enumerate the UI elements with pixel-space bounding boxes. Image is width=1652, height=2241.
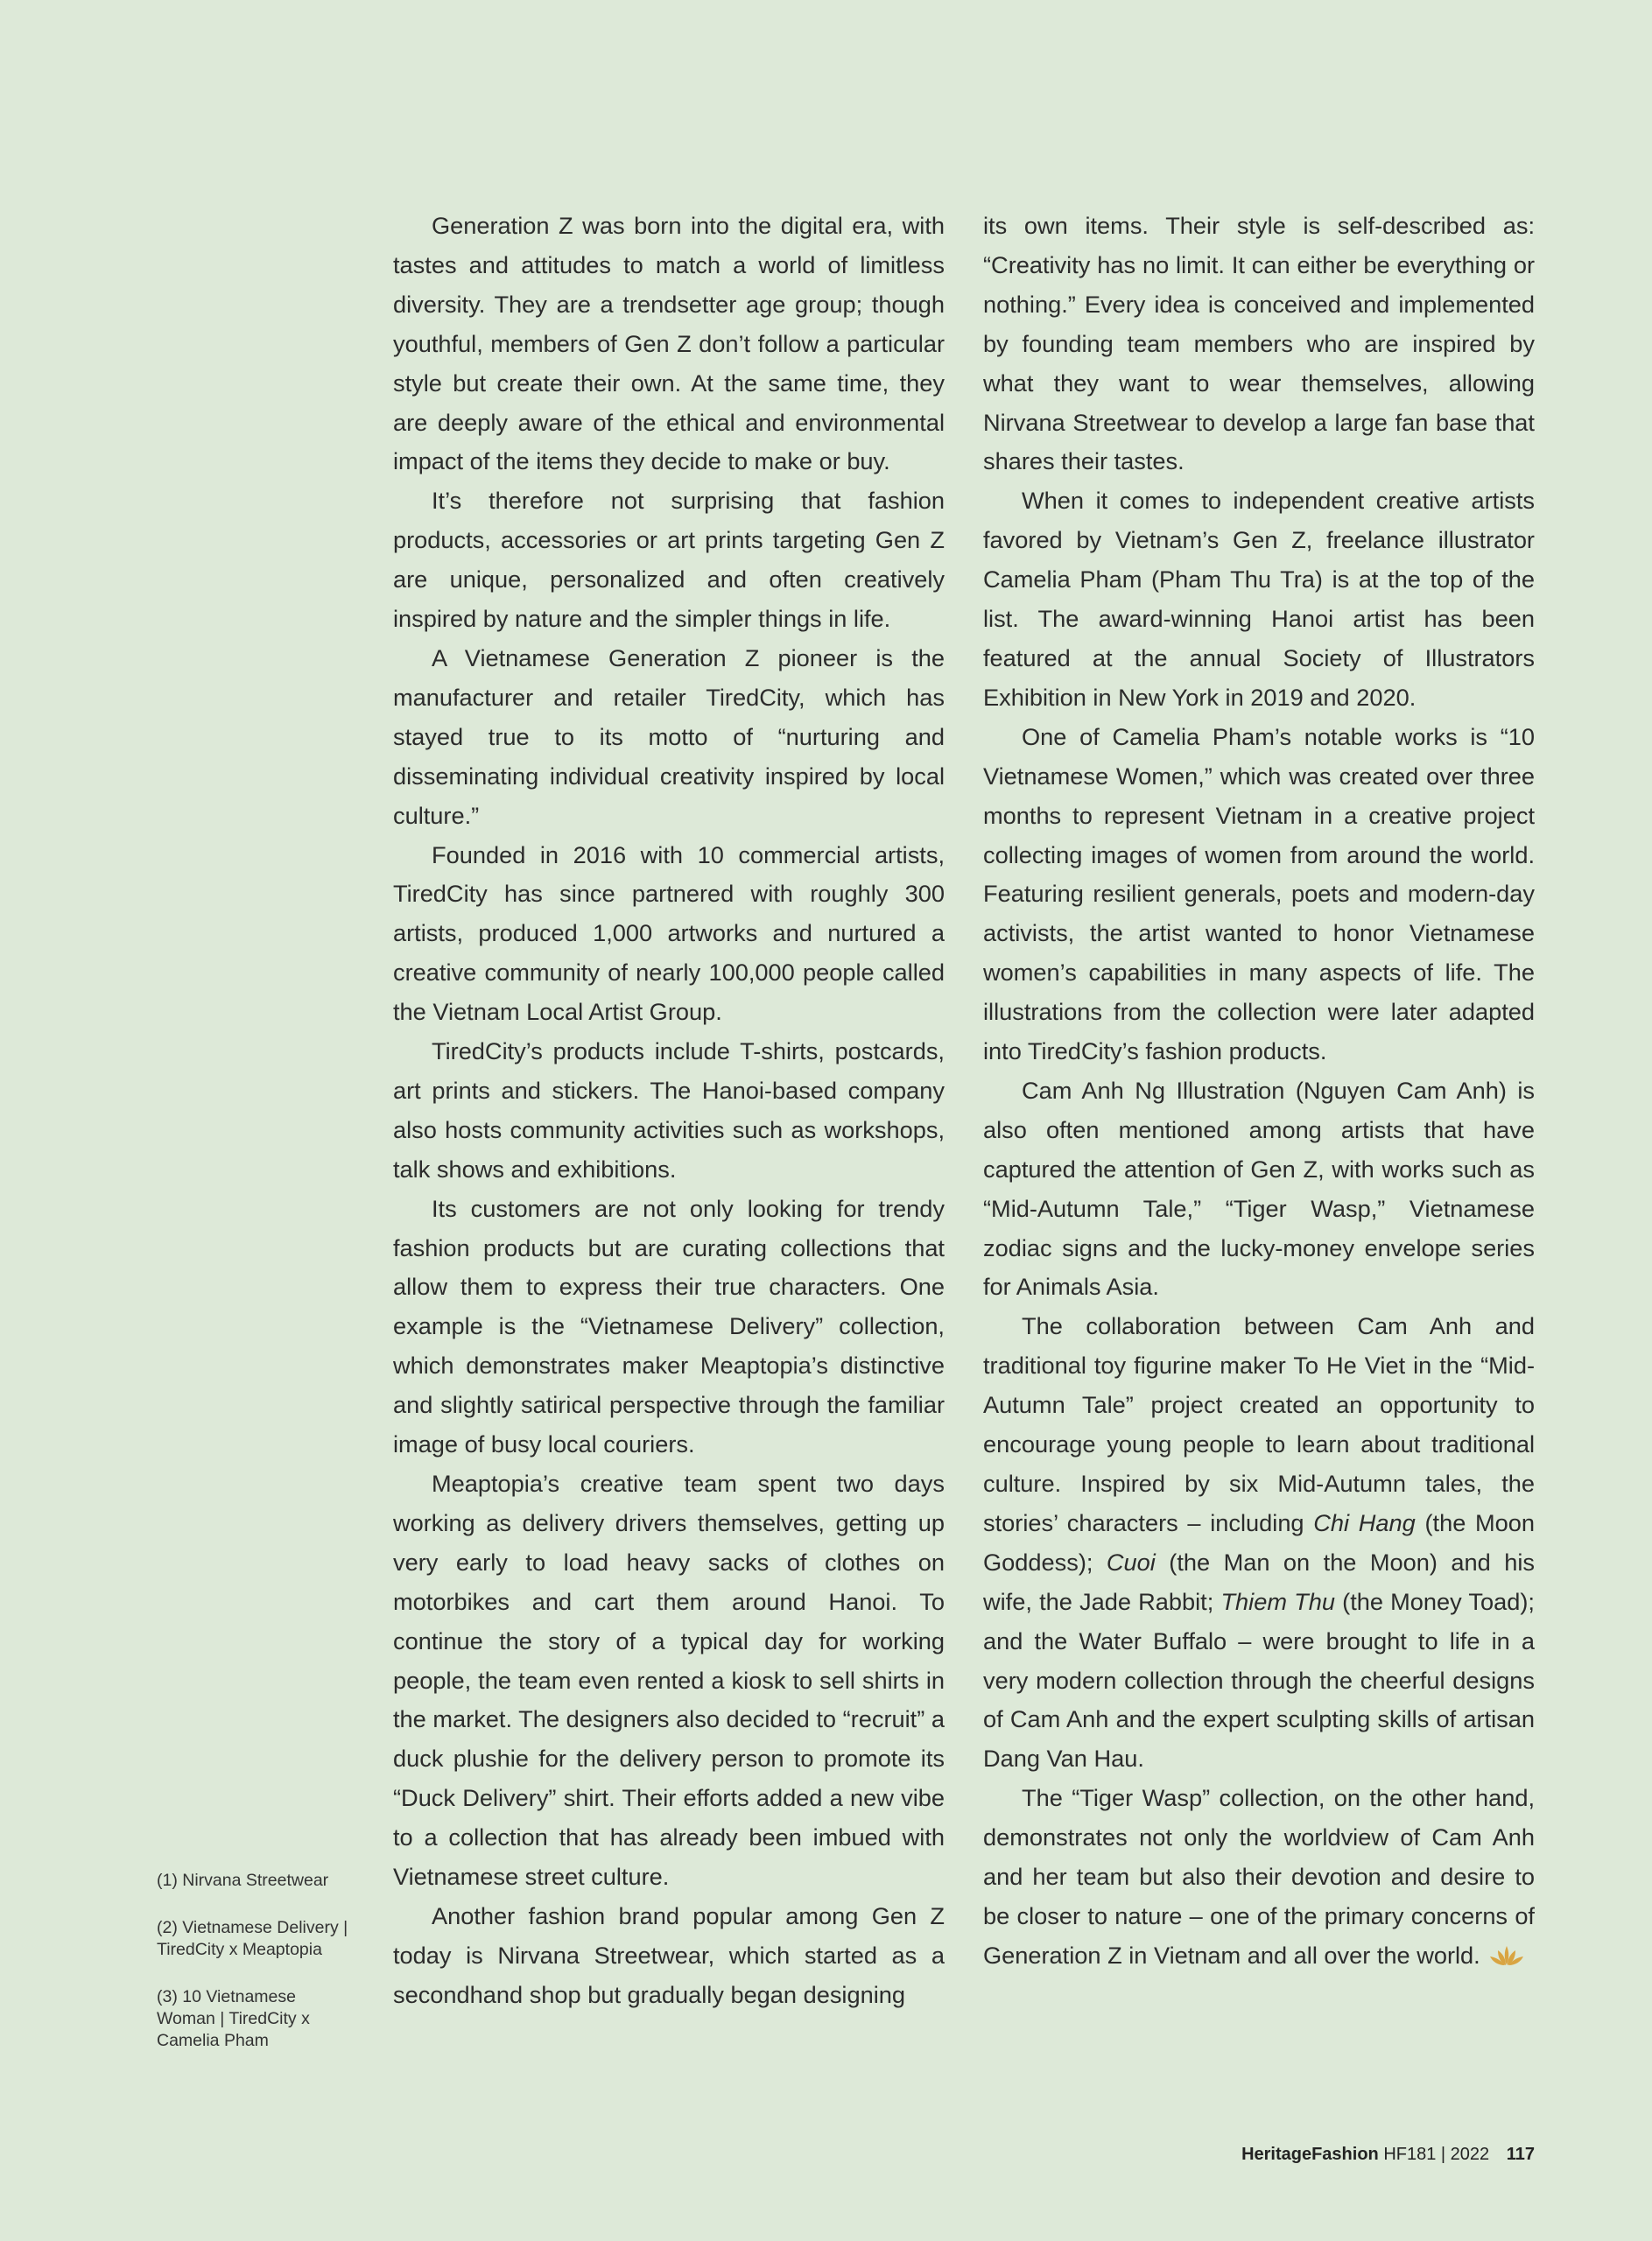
page-number: 117 [1506, 2145, 1535, 2164]
italic-name: Cuoi [1106, 1548, 1156, 1576]
paragraph: A Vietnamese Generation Z pioneer is the manufacturer and retailer TiredCity, which has stayed true to its motto of “nurturing and disseminating individual creativity inspired by local culture.” [393, 643, 945, 829]
text-run: (the Moon Goddess); [983, 1508, 1536, 1576]
paragraph: Generation Z was born into the digital era, with tastes and attitudes to match a world of limitless diversity. They are a trendsetter age group; though youthful, members of Gen Z don’t follow a particular style but create their own. At the same time, they are deeply aware of the ethical and environmental impact of the items they decide to make or buy. [393, 212, 945, 475]
caption: (1) Nirvana Streetwear [157, 1871, 329, 1890]
italic-name: Thiem Thu [1220, 1587, 1335, 1615]
text-run: (the Money Toad); and the Water Buffalo – were brought to life in a very modern collection through the cheerful designs of Cam Anh and the expert sculpting skills of artisan Dang Van Hau. [983, 1587, 1535, 1773]
italic-name: Chi Hang [1313, 1508, 1416, 1536]
article-left-column [393, 207, 945, 2015]
lotus-icon [1487, 1944, 1526, 1967]
magazine-brand: HeritageFashion [1241, 2145, 1379, 2164]
paragraph-collaboration [983, 1307, 1535, 1779]
paragraph-continuation: its own items. Their style is self-described as: “Creativity has no limit. It can either be everything or nothing.” Every idea is conceived and implemented by founding team members who are inspired by what they want to wear themselves, allowing Nirvana Streetwear to develop a large fan base that shares their tastes. [983, 212, 1535, 475]
text-run: (the Man on the Moon) and his wife, the Jade Rabbit; [983, 1548, 1535, 1615]
image-captions [157, 1870, 358, 2077]
paragraph: Its customers are not only looking for trendy fashion products but are curating collections that allow them to express their true characters. One example is the “Vietnamese Delivery” collection, which demonstrates maker Meaptopia’s distinctive and slightly satirical perspective through the familiar image of busy local couriers. [393, 1194, 945, 1458]
caption: (2) Vietnamese Delivery | TiredCity x Meaptopia [157, 1918, 348, 1959]
paragraph: Another fashion brand popular among Gen Z today is Nirvana Streetwear, which started as a secondhand shop but gradually began designing [393, 1901, 945, 2008]
paragraph: One of Camelia Pham’s notable works is “10 Vietnamese Women,” which was created over three months to represent Vietnam in a creative project collecting images of women from around the world. Featuring resilient generals, poets and modern-day activists, the artist wanted to honor Vietnamese women’s capabilities in many aspects of life. The illustrations from the collection were later adapted into TiredCity’s fashion products. [983, 722, 1535, 1065]
paragraph: Cam Anh Ng Illustration (Nguyen Cam Anh) is also often mentioned among artists that have captured the attention of Gen Z, with works such as “Mid-Autumn Tale,” “Tiger Wasp,” Vietnamese zodiac signs and the lucky-money envelope series for Animals Asia. [983, 1076, 1535, 1301]
paragraph-final [983, 1779, 1535, 1976]
text-run: The “Tiger Wasp” collection, on the other hand, demonstrates not only the worldview of Cam Anh and her team but also their devotion and desire to be closer to nature – one of the primary concerns of Generation Z in Vietnam and all over the world. [983, 1784, 1535, 1969]
issue-info: HF181 | 2022 [1383, 2145, 1490, 2164]
caption: (3) 10 Vietnamese Woman | TiredCity x Camelia Pham [157, 1987, 310, 2050]
paragraph: TiredCity’s products include T-shirts, postcards, art prints and stickers. The Hanoi-based company also hosts community activities such as workshops, talk shows and exhibitions. [393, 1037, 945, 1183]
text-run: The collaboration between Cam Anh and traditional toy figurine maker To He Viet in the “Mid-Autumn Tale” project created an opportunity to encourage young people to learn about traditional culture. Inspired by six Mid-Autumn tales, the stories’ characters – including [983, 1312, 1535, 1536]
paragraph: Founded in 2016 with 10 commercial artists, TiredCity has since partnered with roughly 300 artists, produced 1,000 artworks and nurtured a creative community of nearly 100,000 people called the Vietnam Local Artist Group. [393, 840, 945, 1026]
paragraph: Meaptopia’s creative team spent two days working as delivery drivers themselves, getting up very early to load heavy sacks of clothes on motorbikes and cart them around Hanoi. To continue the story of a typical day for working people, the team even rented a kiosk to sell shirts in the market. The designers also decided to “recruit” a duck plushie for the delivery person to promote its “Duck Delivery” shirt. Their efforts added a new vibe to a collection that has already been imbued with Vietnamese street culture. [393, 1470, 945, 1891]
page-footer [1241, 2145, 1535, 2165]
article-right-column [983, 207, 1535, 1976]
paragraph: When it comes to independent creative artists favored by Vietnam’s Gen Z, freelance illustrator Camelia Pham (Pham Thu Tra) is at the top of the list. The award-winning Hanoi artist has been featured at the annual Society of Illustrators Exhibition in New York in 2019 and 2020. [983, 487, 1535, 711]
paragraph: It’s therefore not surprising that fashion products, accessories or art prints targeting Gen Z are unique, personalized and often creatively inspired by nature and the simpler things in life. [393, 487, 945, 633]
